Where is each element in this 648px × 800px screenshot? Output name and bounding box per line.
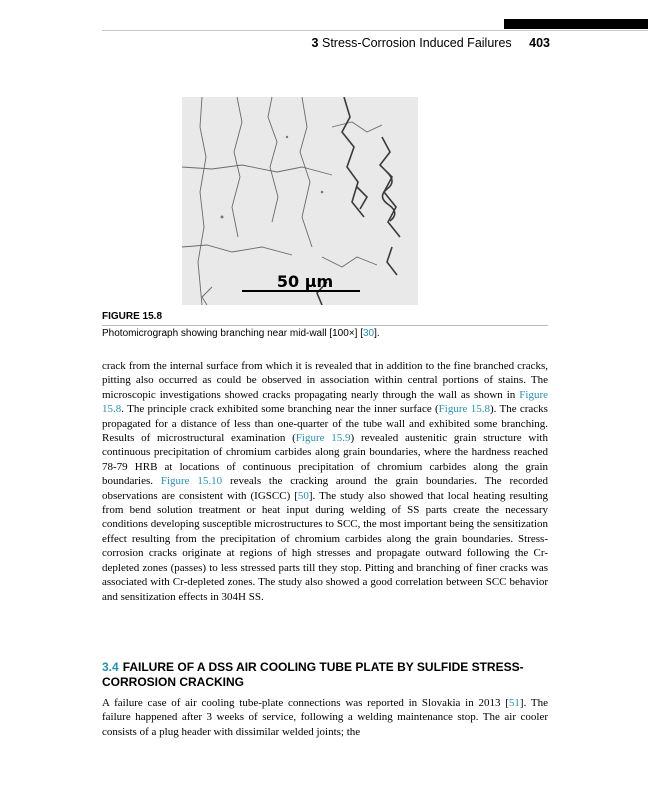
paragraph-text: A failure case of air cooling tube-plate connections was reported in Slovakia in 2013 [	[102, 697, 509, 709]
section-title: FAILURE OF A DSS AIR COOLING TUBE PLATE BY SULFIDE STRESS-CORROSION CRACKING	[102, 660, 524, 689]
paragraph-text: reveals the cracking around the grain boundaries. The recorded observations are consistent with (IGSCC) [	[102, 475, 548, 502]
paragraph-text: crack from the internal surface from which it is revealed that in addition to the fine branched cracks, pitting also occurred as could be observed in association within central portions of stains. The microscopic investigations showed cracks propagating nearly through the wall as shown in	[102, 360, 548, 401]
caption-reference-link[interactable]: 30	[362, 328, 375, 339]
figure-caption-rule	[102, 325, 548, 326]
running-head	[312, 36, 550, 50]
reference-link[interactable]: Figure 15.8	[438, 403, 490, 416]
page-number: 403	[529, 36, 550, 50]
caption-text: Photomicrograph showing branching near mid-wall [100×] [	[102, 328, 363, 339]
section-heading	[102, 660, 548, 690]
reference-link[interactable]: Figure 15.9	[295, 432, 351, 445]
reference-link[interactable]: 51	[508, 697, 520, 709]
figure-label: FIGURE 15.8	[102, 311, 163, 322]
chapter-title: Stress-Corrosion Induced Failures	[321, 36, 512, 50]
paragraph-text: ]. The failure happened after 3 weeks of service, following a welding maintenance stop. The air cooler consists of a plug header with dissimilar welded joints; the	[102, 697, 548, 738]
reference-link[interactable]: Figure 15.10	[160, 475, 223, 488]
figure-caption	[102, 328, 380, 339]
caption-text-end: ].	[374, 328, 380, 339]
chapter-number: 3	[311, 36, 319, 50]
paragraph-text: ]. The study also showed that local heating resulting from bend solution treatment or heat input during welding of SS parts create the necessary conditions developing susceptible microstructures to SCC, the most important being the sensitization effect resulting from the precipitation of chromium carbides along the grain boundaries. Stress-corrosion cracks originate at regions of high stresses and propagate outward following the Cr-depleted zones (passes) to less stressed parts till they stop. Pitting and branching of finer cracks was associated with Cr-depleted zones. The study also showed a good correlation between SCC behavior and sensitization effects in 304H SS.	[102, 489, 548, 603]
paragraph-text: ) revealed austenitic grain structure with continuous precipitation of chromium carbides along grain boundaries, where the hardness reached 78-79 HRB at locations of continuous precipitation of chromium carbides along the grain boundaries.	[102, 432, 548, 488]
body-paragraph	[102, 359, 548, 604]
section-number: 3.4	[102, 660, 119, 674]
scale-bar-label: 50 μm	[276, 272, 334, 291]
header-rule	[102, 30, 648, 31]
paragraph-text: ). The cracks propagated for a distance of less than one-quarter of the tube wall and exhibited some branching. Results of microstructural examination (	[102, 403, 548, 445]
reference-link[interactable]: 50	[297, 489, 309, 502]
body-paragraph-2	[102, 696, 548, 739]
header-bar	[504, 19, 648, 29]
reference-link[interactable]: Figure 15.8	[102, 388, 548, 416]
paragraph-text: . The principle crack exhibited some branching near the inner surface (	[121, 403, 439, 416]
